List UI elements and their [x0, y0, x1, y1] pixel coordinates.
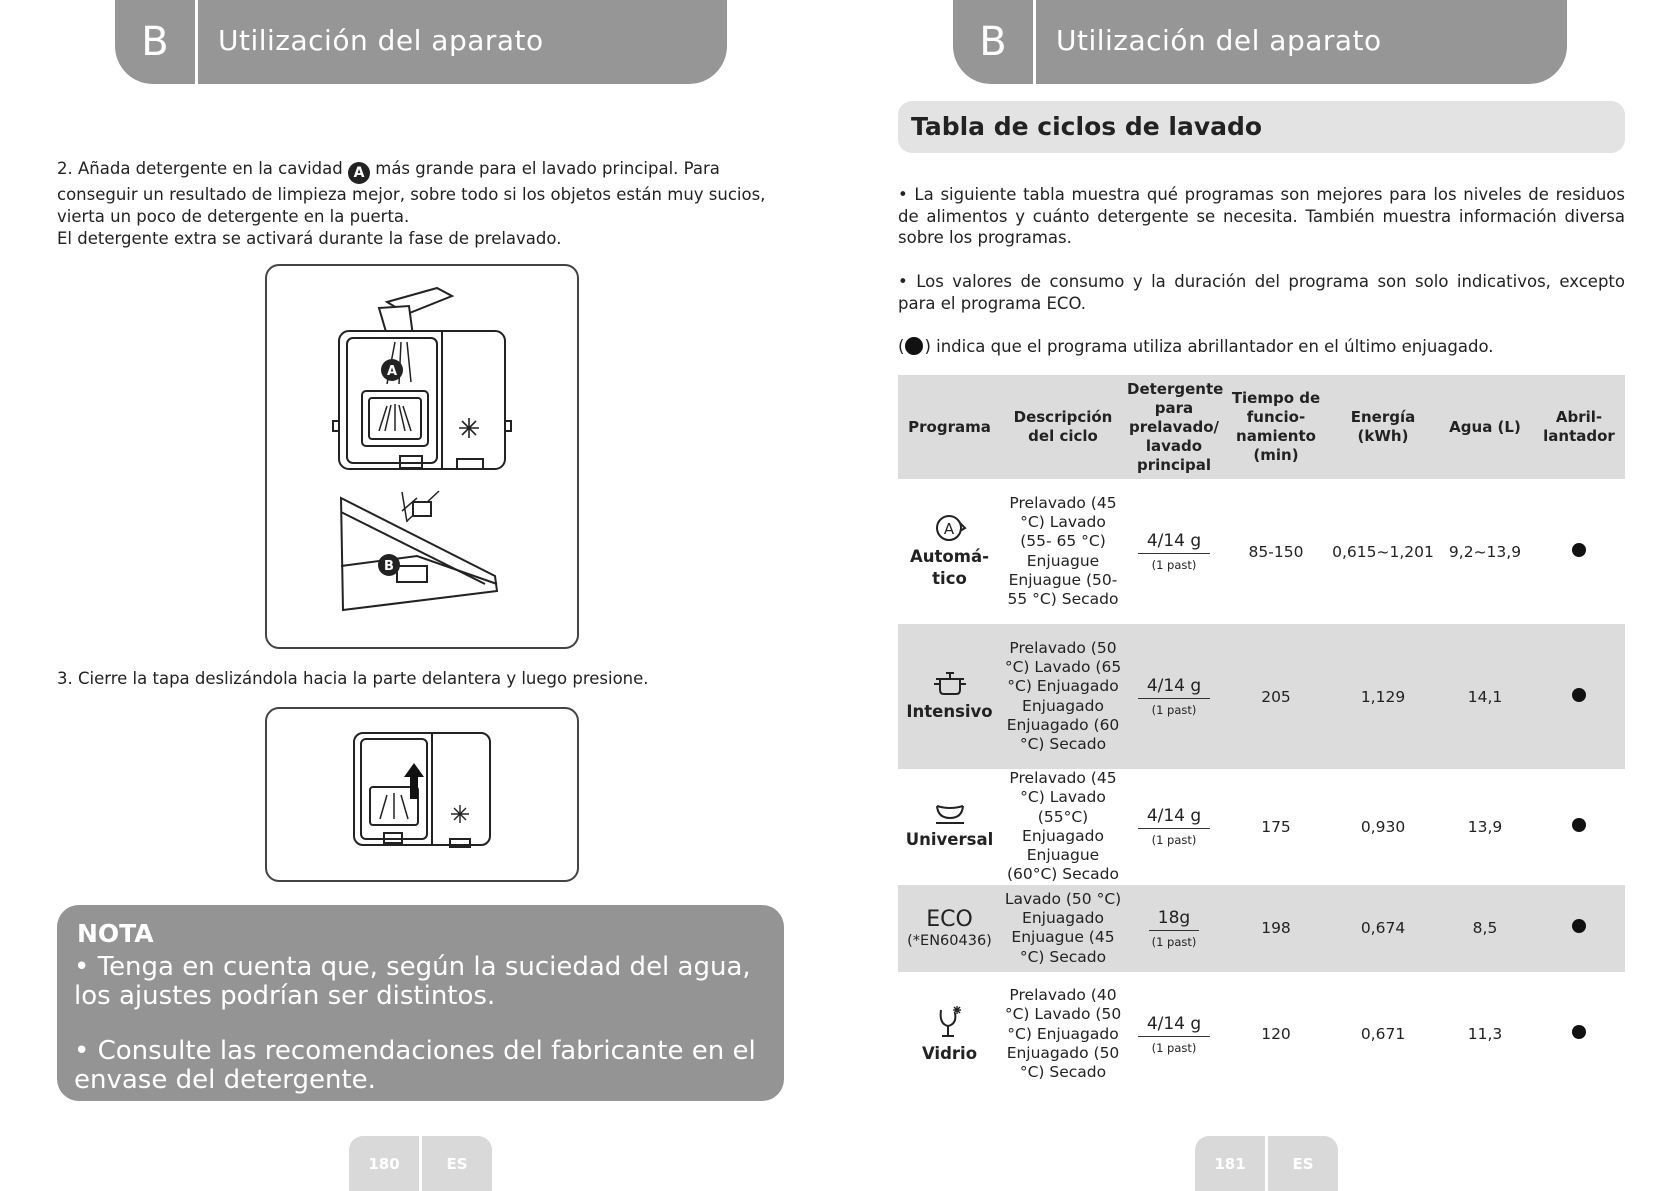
table-row — [898, 769, 1625, 885]
time-cell: 175 — [1261, 817, 1291, 836]
chapter-letter: B — [953, 0, 1036, 84]
step-2-before: 2. Añada detergente en la cavidad — [57, 159, 348, 178]
program-cell — [898, 479, 1001, 624]
detergent-tablets: (1 past) — [1151, 934, 1197, 949]
program-cell — [898, 972, 1001, 1097]
page-number-tab-right — [1195, 1136, 1338, 1191]
detergent-amount: 4/14 g — [1138, 806, 1210, 829]
step-2-after: más grande para el lavado principal. Para conseguir un resultado de limpieza mejor, sobre todo si los objetos están muy sucios, vierta un poco de detergente en la puerta. — [57, 159, 766, 226]
program-norm: (*EN60436) — [907, 933, 992, 950]
water-cell: 14,1 — [1437, 624, 1533, 769]
step-2-line2: El detergente extra se activará durante la fase de prelavado. — [57, 229, 562, 248]
step-3-text: 3. Cierre la tapa deslizándola hacia la parte delantera y luego presione. — [57, 669, 649, 688]
section-bar — [898, 101, 1625, 153]
rinse-aid-dot-icon — [1572, 1025, 1586, 1039]
time-cell: 205 — [1223, 624, 1329, 769]
table-header-row — [898, 375, 1625, 479]
note-item-1: • Tenga en cuenta que, según la suciedad del agua, los ajustes podrían ser distintos. — [74, 952, 751, 1011]
detergent-amount: 4/14 g — [1138, 1014, 1210, 1037]
detergent-tablets: (1 past) — [1151, 1040, 1197, 1055]
program-name: Universal — [905, 830, 994, 850]
detergent-cell — [1125, 479, 1223, 624]
note-box — [57, 905, 784, 1101]
note-item-2: • Consulte las recomendaciones del fabricante en el envase del detergente. — [74, 1036, 756, 1095]
detergent-amount: 4/14 g — [1138, 531, 1210, 554]
rinse-aid-cell — [1533, 885, 1625, 972]
program-cell — [898, 624, 1001, 769]
intro-paragraph-2: • Los valores de consumo y la duración del programa son solo indicativos, excepto para el programa ECO. — [898, 272, 1625, 313]
program-name: Automá- tico — [910, 547, 989, 588]
energy-cell: 0,674 — [1329, 885, 1437, 972]
page-number-tab-left — [349, 1136, 492, 1191]
right-page — [839, 0, 1678, 1191]
legend-open: ( — [898, 337, 905, 356]
table-row — [898, 479, 1625, 624]
note-title: NOTA — [77, 919, 154, 948]
figure-close-lid — [265, 707, 579, 882]
auto-program-icon — [933, 513, 967, 543]
time-cell: 120 — [1261, 1025, 1291, 1044]
rinse-aid-dot-icon — [1572, 688, 1586, 702]
header-agua: Agua (L) — [1437, 375, 1533, 479]
wash-cycle-table — [898, 375, 1625, 1097]
rinse-aid-cell — [1533, 479, 1625, 624]
label-b: B — [384, 559, 394, 574]
glass-icon — [935, 1004, 965, 1040]
bowl-icon — [932, 802, 968, 826]
water-cell: 11,3 — [1467, 1025, 1503, 1044]
legend-text: ) indica que el programa utiliza abrillantador en el último enjuagado. — [924, 337, 1494, 356]
figure-detergent-dispenser — [265, 264, 579, 649]
svg-text:A: A — [943, 520, 954, 538]
header-detergente: Detergente para prelavado/ lavado principal — [1125, 375, 1223, 479]
table-row — [898, 885, 1625, 972]
energy-cell: 0,930 — [1360, 817, 1406, 836]
rinse-aid-legend — [898, 336, 1625, 358]
detergent-tablets: (1 past) — [1151, 833, 1197, 848]
program-name: Vidrio — [921, 1043, 978, 1063]
rinse-aid-dot-icon — [905, 337, 923, 355]
time-cell: 198 — [1223, 885, 1329, 972]
header-tiempo: Tiempo de funcio- namiento (min) — [1223, 375, 1329, 479]
detergent-cell — [1125, 769, 1223, 885]
cycle-description: Prelavado (50 °C) Lavado (65 °C) Enjuagado Enjuagado Enjuagado (60 °C) Secado — [1001, 624, 1125, 769]
detergent-cell — [1125, 885, 1223, 972]
detergent-cell — [1125, 972, 1223, 1097]
detergent-tablets: (1 past) — [1151, 703, 1197, 717]
detergent-tablets: (1 past) — [1151, 558, 1197, 572]
cycle-description: Prelavado (45 °C) Lavado (55°C) Enjuagado Enjuague (60°C) Secado — [1006, 769, 1120, 884]
energy-cell: 0,671 — [1360, 1025, 1406, 1044]
program-name: Intensivo — [906, 702, 993, 721]
page-lang: ES — [1292, 1154, 1314, 1173]
water-cell: 8,5 — [1437, 885, 1533, 972]
chapter-title: Utilización del aparato — [218, 24, 544, 57]
detergent-cell — [1125, 624, 1223, 769]
page-number: 180 — [349, 1136, 422, 1191]
cycle-description: Prelavado (40 °C) Lavado (50 °C) Enjuagado Enjuagado (50 °C) Secado — [1004, 986, 1122, 1082]
table-row — [898, 972, 1625, 1097]
left-header — [115, 0, 727, 84]
water-cell: 9,2~13,9 — [1448, 542, 1522, 561]
section-title: Tabla de ciclos de lavado — [911, 112, 1263, 141]
header-programa: Programa — [898, 375, 1001, 479]
dispenser-illustration — [267, 266, 577, 647]
marker-a: A — [348, 162, 370, 184]
rinse-aid-cell — [1533, 972, 1625, 1097]
page-number: 181 — [1195, 1136, 1268, 1191]
close-lid-illustration — [267, 709, 577, 880]
header-abrillantador: Abril- lantador — [1533, 375, 1625, 479]
step-2-text — [57, 158, 787, 250]
chapter-letter: B — [115, 0, 198, 84]
rinse-aid-cell — [1533, 769, 1625, 885]
time-cell: 85-150 — [1248, 542, 1304, 561]
header-energia: Energía (kWh) — [1329, 375, 1437, 479]
cycle-description: Prelavado (45 °C) Lavado (55- 65 °C) Enjuague Enjuague (50- 55 °C) Secado — [1007, 493, 1119, 609]
energy-cell: 0,615~1,201 — [1332, 542, 1434, 561]
rinse-aid-dot-icon — [1572, 919, 1586, 933]
program-name: ECO — [926, 907, 973, 933]
pot-icon — [931, 670, 969, 698]
detergent-amount: 18g — [1149, 908, 1199, 931]
water-cell: 13,9 — [1467, 817, 1503, 836]
cycle-description: Lavado (50 °C) Enjuagado Enjuague (45 °C) Secado — [1001, 885, 1125, 972]
header-descripcion: Descripción del ciclo — [1001, 375, 1125, 479]
table-row — [898, 624, 1625, 769]
rinse-aid-dot-icon — [1572, 818, 1586, 832]
chapter-title: Utilización del aparato — [1056, 24, 1382, 57]
energy-cell: 1,129 — [1329, 624, 1437, 769]
rinse-aid-cell — [1533, 624, 1625, 769]
program-cell — [898, 885, 1001, 972]
detergent-amount: 4/14 g — [1138, 676, 1210, 699]
page-lang: ES — [446, 1154, 468, 1173]
intro-paragraph-1: • La siguiente tabla muestra qué programas son mejores para los niveles de residuos de alimentos y cuánto detergente se necesita. También muestra información diversa sobre los programas. — [898, 185, 1625, 247]
program-cell — [898, 769, 1001, 885]
rinse-aid-dot-icon — [1572, 543, 1586, 557]
right-header — [953, 0, 1567, 84]
label-a: A — [386, 364, 398, 379]
